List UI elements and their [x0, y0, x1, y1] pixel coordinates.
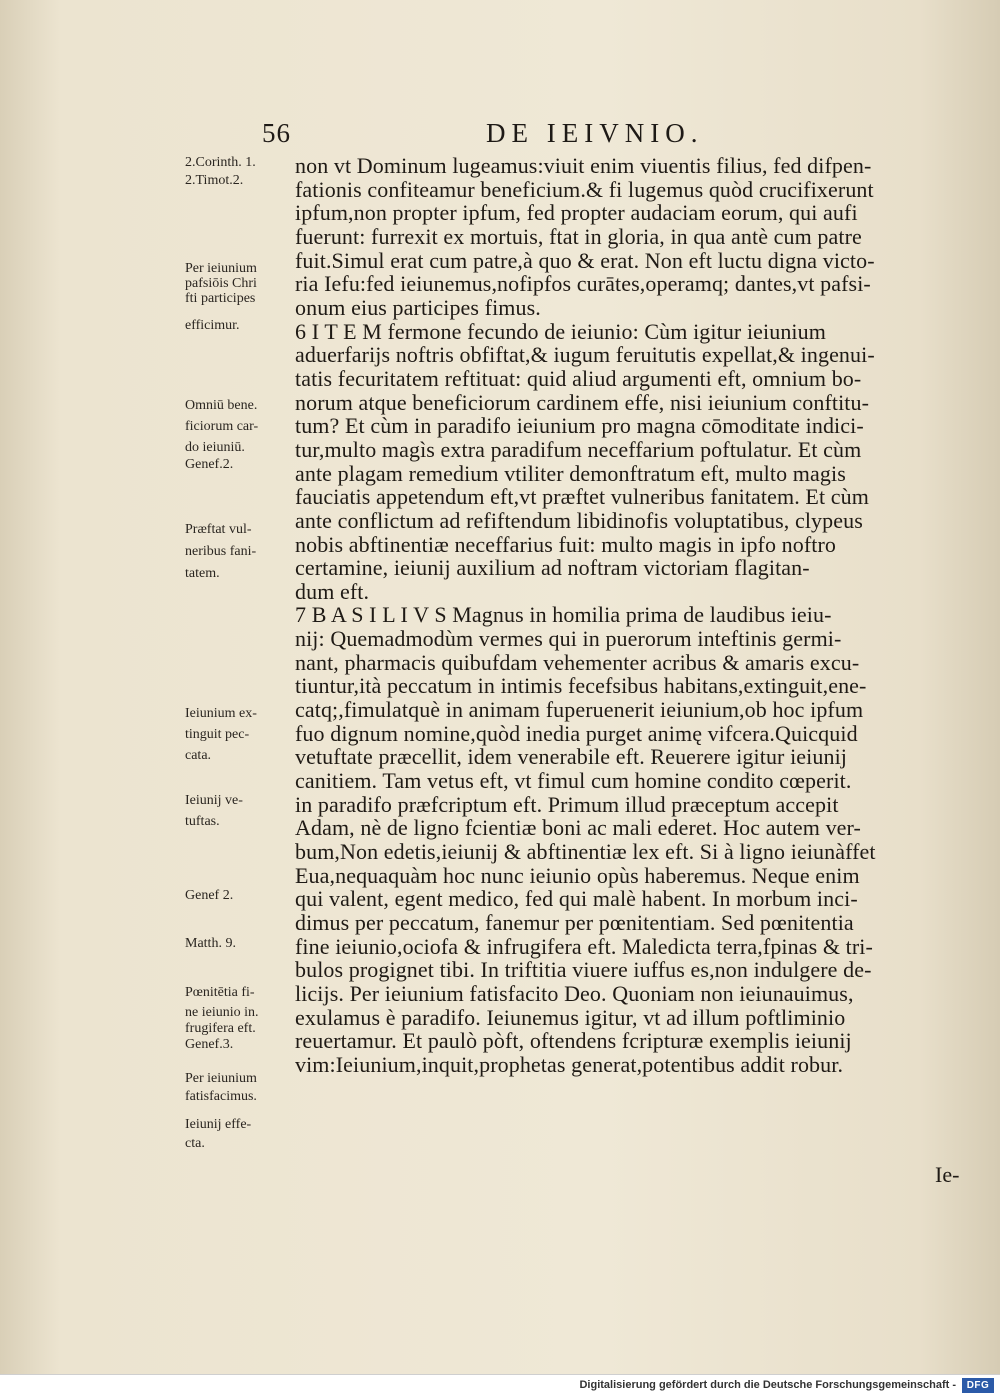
text-line: fuo dignum nomine,quòd inedia purget animę vifcera.Quicquid [295, 720, 858, 746]
text-line: dimus per peccatum, fanemur per pœnitentiam. Sed pœnitentia [295, 910, 854, 935]
text-line: canitiem. Tam vetus eft, vt fimul cum homine condito cœperit. [295, 768, 852, 794]
text-line: nij: Quemadmodùm vermes qui in puerorum inteftinis germi- [295, 626, 842, 652]
margin-note: Ieiunij effe- [185, 1117, 252, 1132]
margin-note: ficiorum car- [185, 419, 259, 434]
margin-note: pafsiōis Chri [185, 276, 257, 291]
text-line: norum atque beneficiorum cardinem effe, nisi ieiunium conftitu- [295, 389, 870, 415]
text-line: vetuftate præcellit, idem venerabile eft. Reuerere igitur ieiunij [295, 744, 847, 770]
text-line: 7 B A S I L I V S Magnus in homilia prima de laudibus ieiu- [295, 602, 832, 628]
text-line: ria Iefu:fed ieiunemus,nofipfos curātes,operamq; dantes,vt pafsi- [295, 271, 871, 297]
margin-note: cata. [185, 748, 212, 763]
dfg-logo: DFG [962, 1378, 994, 1393]
margin-note: Præftat vul- [185, 522, 252, 537]
funding-credit: Digitalisierung gefördert durch die Deutsche Forschungsgemeinschaft - [579, 1379, 956, 1391]
text-line: reuertamur. Et paulò pòft, oftendens fcripturæ exemplis ieiunij [295, 1028, 852, 1054]
margin-note: Genef 2. [185, 888, 234, 903]
text-line: bum,Non edetis,ieiunij & abftinentiæ lex eft. Si à ligno ieiunàffet [295, 839, 876, 865]
text-line: fuerunt: furrexit ex mortuis, ftat in gloria, in qua antè cum patre [295, 223, 862, 249]
text-line: bulos progignet tibi. In triftitia viuere iuffus es,non indulgere de- [295, 957, 872, 983]
text-line: fine ieiunio,ociofa & infrugifera eft. Maledicta terra,fpinas & tri- [295, 933, 873, 959]
margin-note: Genef.3. [185, 1037, 234, 1052]
footer-bar [0, 1374, 1000, 1397]
text-line: tur,multo magìs extra paradifum neceffarium poftulatur. Et cùm [295, 436, 862, 462]
margin-note: 2.Corinth. 1. [185, 155, 256, 170]
text-line: tum? Et cùm in paradifo ieiunium pro magna cōmoditate indici- [295, 413, 864, 439]
margin-note: Matth. 9. [185, 936, 236, 951]
text-line: ipfum,non propter ipfum, fed propter audaciam eorum, qui aufi [295, 200, 858, 226]
text-line: nant, pharmacis quibufdam vehementer acribus & amaris excu- [295, 649, 860, 675]
text-line: exulamus è paradifo. Ieiunemus igitur, vt ad illum poftliminio [295, 1004, 846, 1030]
margin-note: tinguit pec- [185, 727, 250, 742]
text-line: non vt Dominum lugeamus:viuit enim viuentis filius, fed difpen- [295, 153, 872, 178]
text-line: tatis fecuritatem reftituat: quid aliud argumenti eft, omnium bo- [295, 365, 862, 391]
main-text-column [295, 154, 965, 1077]
page-number: 56 [262, 118, 291, 148]
margin-note: Pœnitētia fi- [185, 985, 255, 1000]
text-line: certamine, ieiunij auxilium ad noftram victoriam flagitan- [295, 555, 810, 581]
margin-note: do ieiuniū. [185, 440, 245, 455]
margin-note: Omniū bene. [185, 398, 258, 413]
text-line: catq;,fimulatquè in animam fuperuenerit ieiunium,ob hoc ipfum [295, 697, 864, 723]
margin-note: Per ieiunium [185, 1071, 257, 1086]
text-line: nobis abftinentiæ neceffarius fuit: multo magis in ipfo noftro [295, 531, 837, 557]
text-line: tiuntur,ità peccatum in intimis fecefsibus habitans,extinguit,ene- [295, 673, 867, 699]
margin-note: neribus fani- [185, 544, 257, 559]
margin-note: Per ieiunium [185, 261, 257, 276]
text-line: 6 I T E M fermone fecundo de ieiunio: Cùm igitur ieiunium [295, 318, 826, 344]
margin-note: fti participes [185, 291, 256, 306]
text-line: ante conflictum ad refiftendum libidinofis voluptatibus, clypeus [295, 507, 863, 533]
margin-note: frugifera eft. [185, 1021, 256, 1036]
text-line: fationis confiteamur beneficium.& fi lugemus quòd crucifixerunt [295, 176, 874, 202]
margin-note: tatem. [185, 566, 220, 581]
text-line: aduerfarijs noftris obfiftat,& iugum feruitutis expellat,& ingenui- [295, 342, 875, 368]
text-line: qui valent, egent medico, fed qui malè habent. In morbum inci- [295, 886, 858, 912]
text-line: fauciatis appetendum eft,vt præftet vulneribus fanitatem. Et cùm [295, 484, 869, 510]
margin-note: cta. [185, 1136, 205, 1151]
text-line: vim:Ieiunium,inquit,prophetas generat,potentibus addit robur. [295, 1051, 844, 1077]
text-line: fuit.Simul erat cum patre,à quo & erat. Non eft luctu digna victo- [295, 247, 875, 273]
text-line: in paradifo præfcriptum eft. Primum illud præceptum accepit [295, 791, 839, 817]
text-line: ante plagam remedium vtiliter demonftratum eft, multo magis [295, 460, 846, 486]
text-line: licijs. Per ieiunium fatisfacito Deo. Quoniam non ieiunauimus, [295, 980, 854, 1006]
text-line: Adam, nè de ligno fcientiæ boni ac mali ederet. Hoc autem ver- [295, 815, 861, 841]
margin-note: 2.Timot.2. [185, 173, 244, 188]
running-head: DE IEIVNIO. [486, 118, 704, 148]
margin-note: fatisfacimus. [185, 1089, 257, 1104]
text-line: Eua,nequaquàm hoc nunc ieiunio opùs haberemus. Neque enim [295, 862, 860, 888]
margin-note: efficimur. [185, 318, 240, 333]
page-header [0, 118, 1000, 158]
text-line: dum eft. [295, 578, 370, 604]
margin-note: Genef.2. [185, 457, 234, 472]
margin-note: Ieiunium ex- [185, 706, 257, 721]
catchword: Ie- [935, 1162, 960, 1187]
margin-note: tuftas. [185, 814, 220, 829]
margin-note: Ieiunij ve- [185, 793, 243, 808]
margin-note: ne ieiunio in. [185, 1005, 259, 1020]
text-line: onum eius participes fimus. [295, 294, 541, 320]
